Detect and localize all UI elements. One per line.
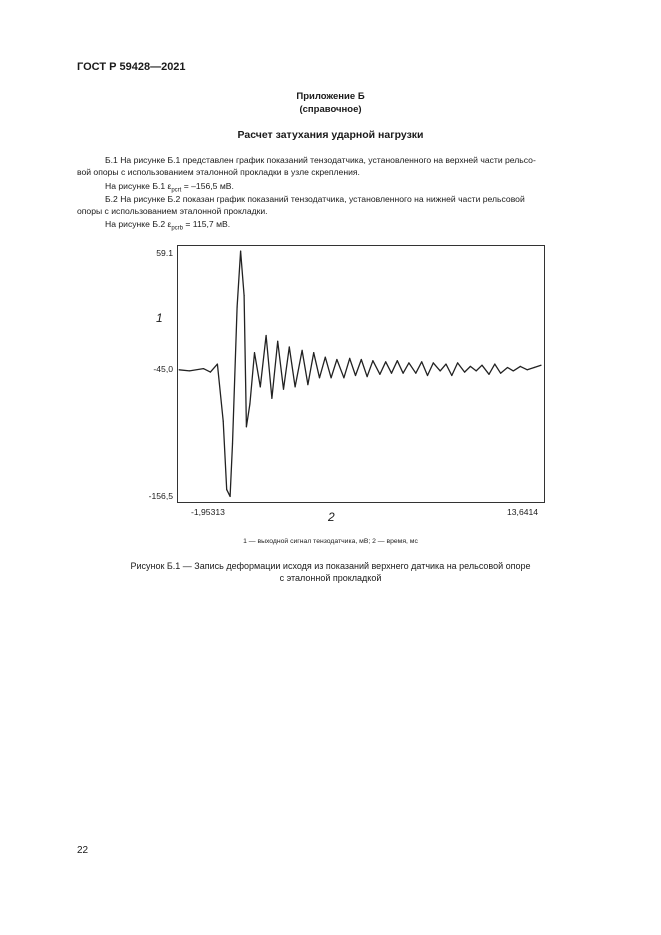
signal-point: [391, 373, 392, 374]
signal-point: [189, 370, 190, 371]
signal-point: [534, 367, 535, 368]
signal-point: [527, 369, 528, 370]
equation-2: [77, 218, 615, 235]
eq1-suffix: = –156,5 мВ.: [181, 181, 234, 191]
signal-point: [249, 403, 250, 404]
signal-point: [295, 386, 296, 387]
signal-point: [277, 341, 278, 342]
figure-caption: [0, 560, 661, 584]
paragraph-b1-line2: вой опоры с использованием эталонной прокладки в узле скрепления.: [77, 167, 360, 177]
eq2-prefix: На рисунке Б.2 ε: [105, 219, 172, 229]
signal-point: [464, 372, 465, 373]
y-tick-max: 59.1: [156, 248, 173, 258]
paragraph-b1-line1: Б.1 На рисунке Б.1 представлен график показаний тензодатчика, установленного на верхней части рельсо-: [105, 155, 536, 165]
signal-point: [289, 346, 290, 347]
signal-point: [343, 377, 344, 378]
signal-point: [336, 359, 337, 360]
signal-point: [445, 364, 446, 365]
signal-point: [385, 361, 386, 362]
signal-point: [313, 352, 314, 353]
signal-point: [254, 352, 255, 353]
signal-point: [513, 370, 514, 371]
signal-point: [240, 251, 241, 252]
signal-point: [470, 366, 471, 367]
signal-point: [246, 426, 247, 427]
signal-point: [397, 360, 398, 361]
signal-point: [226, 489, 227, 490]
signal-point: [203, 368, 204, 369]
figure-legend: 1 — выходной сигнал тензодатчика, мВ; 2 — время, мс: [243, 538, 418, 545]
figure-caption-line1: Рисунок Б.1 — Запись деформации исходя из показаний верхнего датчика на рельсовой опоре: [130, 561, 531, 571]
paragraph-b2-line1: Б.2 На рисунке Б.2 показан график показаний тензодатчика, установленного на нижней части рельсовой: [105, 194, 525, 204]
signal-point: [540, 365, 541, 366]
signal-series-line: [179, 251, 541, 496]
signal-point: [367, 376, 368, 377]
signal-point: [427, 375, 428, 376]
eq1-prefix: На рисунке Б.1 ε: [105, 181, 172, 191]
signal-point: [232, 443, 233, 444]
page-number: 22: [77, 845, 89, 856]
signal-point: [349, 358, 350, 359]
signal-point: [223, 421, 224, 422]
signal-point: [408, 362, 409, 363]
signal-point: [237, 306, 238, 307]
signal-point: [415, 373, 416, 374]
paragraph-b2-line2: опоры с использованием эталонной прокладки.: [77, 206, 268, 216]
x-tick-max: 13,6414: [507, 507, 539, 517]
signal-point: [476, 370, 477, 371]
signal-point: [403, 373, 404, 374]
signal-point: [433, 362, 434, 363]
signal-point: [244, 295, 245, 296]
signal-point: [520, 366, 521, 367]
signal-point: [271, 398, 272, 399]
signal-point: [361, 359, 362, 360]
signal-point: [421, 361, 422, 362]
signal-point: [260, 386, 261, 387]
signal-point: [500, 373, 501, 374]
signal-point: [210, 372, 211, 373]
signal-point: [372, 360, 373, 361]
signal-point: [307, 384, 308, 385]
signal-point: [440, 370, 441, 371]
signal-point: [217, 364, 218, 365]
signal-point: [451, 375, 452, 376]
eq2-subscript: pcrb: [171, 225, 184, 232]
annex-type: (справочное): [299, 104, 362, 115]
x-axis-number: 2: [328, 510, 335, 524]
figure-caption-line2: с эталонной прокладкой: [279, 573, 382, 583]
y-tick-min: -156,5: [148, 491, 173, 501]
signal-point: [319, 377, 320, 378]
signal-point: [355, 375, 356, 376]
signal-point: [331, 377, 332, 378]
eq2-suffix: = 115,7 мВ.: [183, 219, 231, 229]
signal-points-group: [179, 251, 542, 498]
signal-point: [488, 374, 489, 375]
signal-point: [379, 374, 380, 375]
signal-point: [494, 364, 495, 365]
section-title: Расчет затухания ударной нагрузки: [237, 129, 424, 141]
annex-title: Приложение Б: [296, 91, 365, 102]
signal-point: [457, 362, 458, 363]
signal-point: [507, 367, 508, 368]
y-tick-mid: -45,0: [153, 364, 173, 374]
signal-point: [325, 357, 326, 358]
signal-point: [266, 335, 267, 336]
eq1-subscript: pcrt: [171, 187, 182, 194]
standard-designation: ГОСТ Р 59428—2021: [77, 61, 186, 73]
strain-gauge-chart: [177, 245, 545, 503]
signal-point: [230, 496, 231, 497]
signal-point: [302, 350, 303, 351]
signal-point: [283, 389, 284, 390]
x-tick-min: -1,95313: [191, 507, 225, 517]
y-axis-number: 1: [156, 311, 163, 325]
signal-point: [481, 365, 482, 366]
signal-point: [179, 369, 180, 370]
